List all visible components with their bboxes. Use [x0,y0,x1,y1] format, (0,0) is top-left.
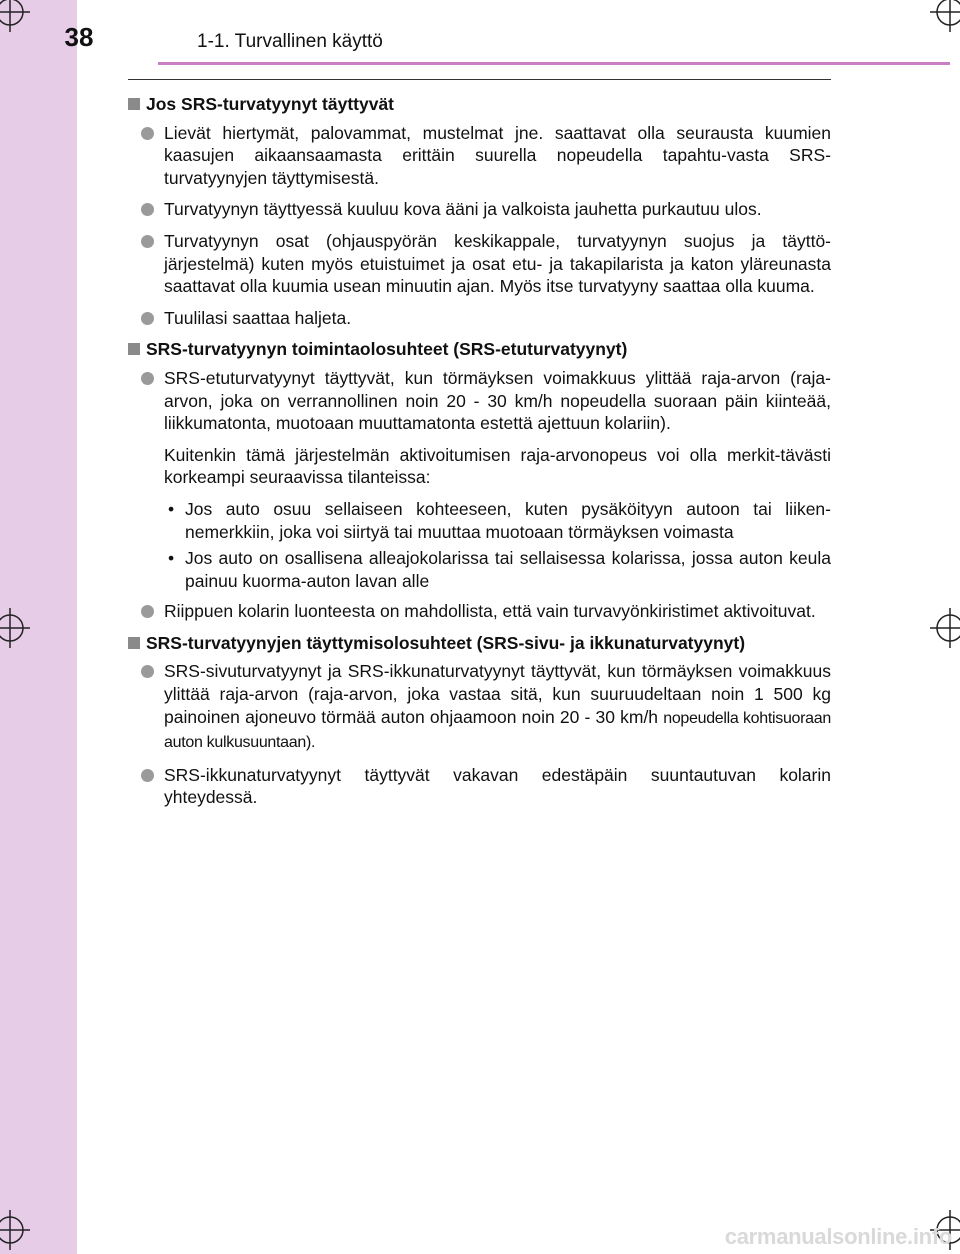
header-rule [158,62,950,65]
list-item: Lievät hiertymät, palovammat, mustelmat jne. saattavat olla seurausta kuumien kaasujen aikaansaamasta erittäin suurella nopeudella tapahtu-vasta SRS-turvatyynyjen täyttymisestä. [128,122,831,190]
list-item: Turvatyynyn osat (ohjauspyörän keskikappale, turvatyynyn suojus ja täyttö-järjestelmä) kuten myös etuistuimet ja osat etu- ja takapilarista ja katon yläreunasta saattavat olla kuumia usean minuutin ajan. Myös itse turvatyyny saattaa olla kuuma. [128,230,831,298]
list-item: Riippuen kolarin luonteesta on mahdollista, että vain turvavyönkiristimet aktivoituvat. [128,600,831,623]
section-heading-side-airbags: SRS-turvatyynyjen täyttymisolosuhteet (SRS-sivu- ja ikkunaturvatyynyt) [128,632,831,655]
list-item: Tuulilasi saattaa haljeta. [128,307,831,330]
watermark: carmanualsonline.info [724,1224,952,1249]
registration-mark-icon [0,1210,30,1250]
list-item [128,660,831,754]
registration-mark-icon [930,608,960,648]
paragraph: Kuitenkin tämä järjestelmän aktivoitumisen raja-arvonopeus voi olla merkit-tävästi korkeampi seuraavissa tilanteissa: [164,444,831,488]
section-title: 1-1. Turvallinen käyttö [197,31,383,52]
list-item: SRS-ikkunaturvatyynyt täyttyvät vakavan edestäpäin suuntautuvan kolarin yhteydessä. [128,764,831,809]
list-item-text-tail: nopeudella kohtisuoraan auton kulkusuuntaan). [164,709,831,752]
registration-mark-icon [0,608,30,648]
section-heading-inflation: Jos SRS-turvatyynyt täyttyvät [128,93,831,116]
section-heading-front-airbags: SRS-turvatyynyn toimintaolosuhteet (SRS-etuturvatyynyt) [128,338,831,361]
list-item: Turvatyynyn täyttyessä kuuluu kova ääni ja valkoista jauhetta purkautuu ulos. [128,198,831,221]
registration-mark-icon [930,0,960,32]
sub-list-item: • Jos auto osuu sellaiseen kohteeseen, kuten pysäköityyn autoon tai liiken-nemerkkiin, joka voi siirtyä tai muuttaa muotoaan törmäyksen voimasta [128,498,831,543]
page-number: 38 [64,22,94,52]
registration-mark-icon [0,0,30,32]
content-top-rule [128,79,831,80]
list-item: SRS-etuturvatyynyt täyttyvät, kun törmäyksen voimakkuus ylittää raja-arvon (raja-arvon, joka on verrannollinen noin 20 - 30 km/h nopeudella suoraan päin kiinteää, liikkumatonta, muotoaan muuttamatonta estettä ajettuun kolariin). [128,367,831,435]
sub-list-item: • Jos auto on osallisena alleajokolarissa tai sellaisessa kolarissa, jossa auton keula painuu kuorma-auton lavan alle [128,547,831,592]
page-header [0,0,960,62]
page-content [128,93,831,818]
list-item-text: SRS-sivuturvatyynyt ja SRS-ikkunaturvatyynyt täyttyvät, kun törmäyksen voimakkuus ylittää raja-arvon (raja-arvon, joka vastaa sitä, kun suuruudeltaan noin 1 500 kg painoinen ajoneuvo törmää auton ohjaamoon noin 20 - 30 km/h [164,661,831,727]
